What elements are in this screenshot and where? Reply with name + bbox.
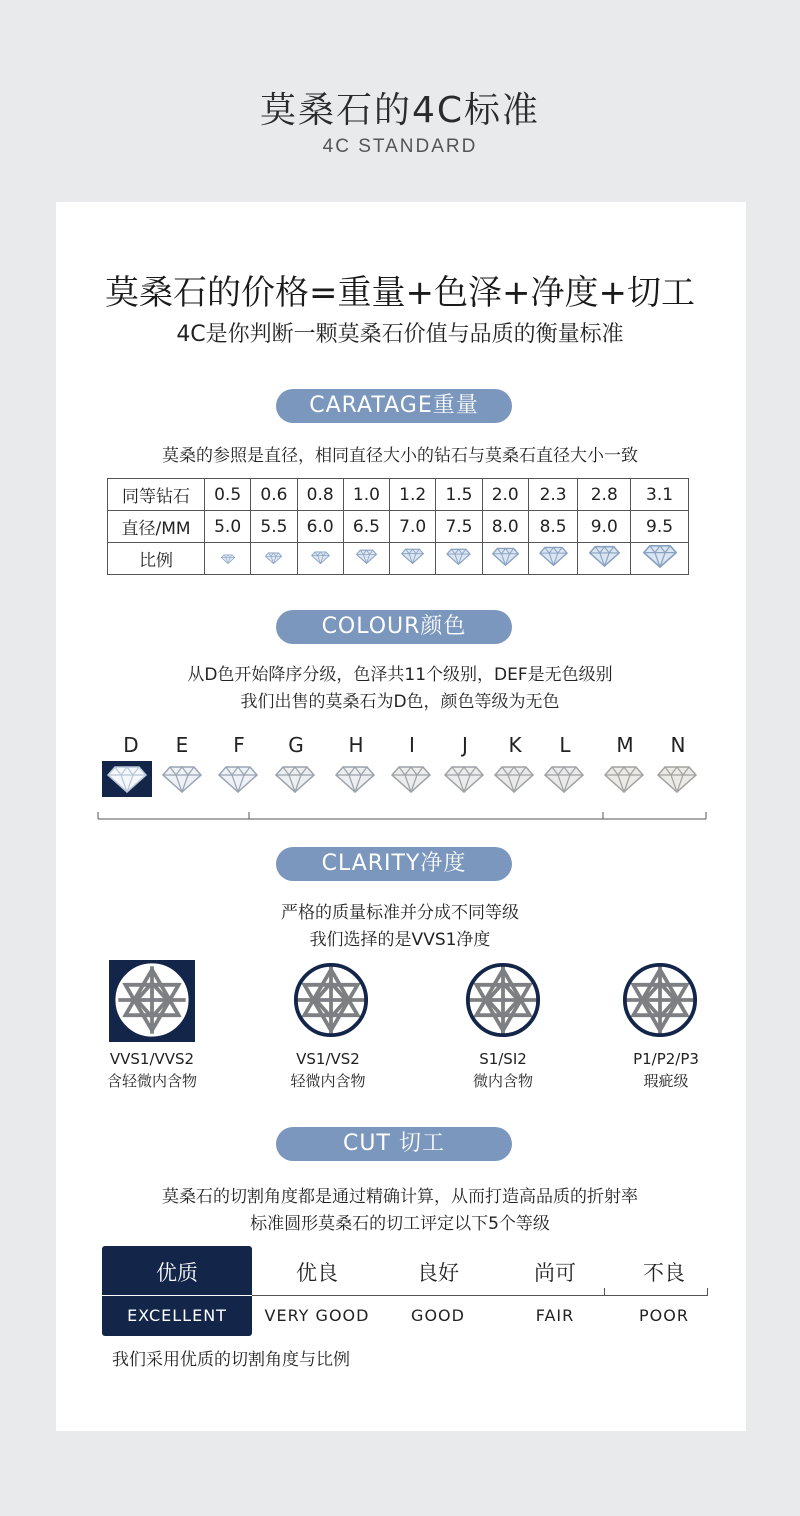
colour-grade-i: I	[409, 733, 415, 757]
cut-description-2: 标准圆形莫桑石的切工评定以下5个等级	[250, 1214, 550, 1234]
table-cell: 6.5	[343, 511, 389, 543]
colour-pill: COLOUR颜色	[276, 610, 512, 644]
colour-grade-h: H	[348, 733, 364, 757]
colour-grade-e: E	[175, 733, 189, 757]
price-formula: 莫桑石的价格=重量+色泽+净度+切工	[105, 273, 695, 313]
clarity-code: P1/P2/P3	[633, 1050, 699, 1068]
clarity-vs-icon	[293, 962, 369, 1038]
diamond-icon	[539, 546, 568, 566]
colour-description-2: 我们出售的莫桑石为D色，颜色等级为无色	[240, 692, 560, 712]
cut-pill: CUT 切工	[276, 1127, 512, 1161]
cut-grade-fair-cn: 尚可	[534, 1261, 576, 1285]
divider	[252, 1295, 708, 1296]
diamond-icon	[589, 545, 620, 567]
table-cell: 5.5	[251, 511, 297, 543]
colour-grade-m: M	[616, 733, 634, 757]
diamond-icon	[656, 765, 698, 793]
table-cell: 2.0	[482, 479, 528, 511]
table-cell: 8.0	[482, 511, 528, 543]
table-cell: 1.5	[436, 479, 482, 511]
cut-grade-good-en: GOOD	[411, 1306, 465, 1325]
diamond-icon	[334, 765, 376, 793]
carat-table	[107, 478, 689, 575]
diamond-icon	[401, 548, 424, 564]
cut-grade-very-good-en: VERY GOOD	[264, 1306, 370, 1325]
diamond-icon	[390, 765, 432, 793]
colour-grade-d: D	[123, 733, 139, 757]
diamond-icon	[443, 765, 485, 793]
diamond-icon	[274, 765, 316, 793]
divider	[604, 1288, 605, 1296]
clarity-code: S1/SI2	[479, 1050, 527, 1068]
scale-cell	[390, 543, 436, 575]
scale-cell	[205, 543, 251, 575]
colour-grade-n: N	[670, 733, 686, 757]
clarity-description-2: 我们选择的是VVS1净度	[309, 930, 491, 950]
cut-grade-excellent-en: EXCELLENT	[127, 1306, 227, 1325]
clarity-label: 微内含物	[472, 1072, 533, 1090]
diamond-icon	[356, 549, 377, 564]
clarity-p-icon	[622, 962, 698, 1038]
diamond-icon	[217, 765, 259, 793]
scale-cell	[343, 543, 389, 575]
table-row	[108, 543, 689, 575]
cut-grade-good-cn: 良好	[417, 1261, 459, 1285]
scale-cell	[578, 543, 631, 575]
colour-grade-l: L	[559, 733, 571, 757]
table-cell: 1.0	[343, 479, 389, 511]
intro-subtitle: 4C是你判断一颗莫桑石价值与品质的衡量标准	[176, 322, 624, 347]
page-subtitle: 4C STANDARD	[322, 136, 478, 157]
table-row	[108, 511, 689, 543]
diamond-icon	[106, 765, 148, 793]
table-cell: 7.0	[390, 511, 436, 543]
row-label: 比例	[108, 543, 205, 575]
colour-grade-k: K	[508, 733, 522, 757]
table-cell: 3.1	[631, 479, 689, 511]
cut-description-1: 莫桑石的切割角度都是通过精确计算，从而打造高品质的折射率	[162, 1187, 638, 1207]
table-cell: 6.0	[297, 511, 343, 543]
clarity-item-si	[423, 1048, 583, 1092]
cut-footer-note: 我们采用优质的切割角度与比例	[112, 1350, 350, 1370]
diamond-icon	[446, 548, 471, 565]
cut-grade-fair-en: FAIR	[535, 1306, 575, 1325]
clarity-label: 含轻微内含物	[106, 1072, 197, 1090]
table-cell: 0.5	[205, 479, 251, 511]
colour-description-1: 从D色开始降序分级，色泽共11个级别，DEF是无色级别	[187, 665, 613, 685]
diamond-icon	[493, 765, 535, 793]
row-label: 直径/MM	[108, 511, 205, 543]
carat-pill: CARATAGE重量	[276, 389, 512, 423]
cut-grade-excellent-cn: 优质	[156, 1261, 198, 1285]
scale-cell	[251, 543, 297, 575]
table-cell: 1.2	[390, 479, 436, 511]
clarity-item-vvs	[72, 1048, 232, 1092]
grade-bracket	[96, 810, 708, 822]
table-cell: 7.5	[436, 511, 482, 543]
colour-grade-g: G	[288, 733, 304, 757]
table-cell: 9.0	[578, 511, 631, 543]
clarity-code: VVS1/VVS2	[109, 1050, 195, 1068]
table-row	[108, 479, 689, 511]
clarity-item-p	[586, 1048, 746, 1092]
table-cell: 0.6	[251, 479, 297, 511]
page-title: 莫桑石的4C标准	[259, 90, 541, 131]
table-cell: 0.8	[297, 479, 343, 511]
colour-grade-j: J	[462, 733, 468, 757]
row-label: 同等钻石	[108, 479, 205, 511]
cut-grade-very-good-cn: 优良	[296, 1261, 338, 1285]
clarity-description-1: 严格的质量标准并分成不同等级	[281, 903, 519, 923]
table-cell: 2.8	[578, 479, 631, 511]
table-cell: 8.5	[528, 511, 578, 543]
table-cell: 9.5	[631, 511, 689, 543]
scale-cell	[631, 543, 689, 575]
scale-cell	[482, 543, 528, 575]
divider	[102, 1295, 252, 1296]
diamond-icon	[221, 554, 235, 564]
scale-cell	[436, 543, 482, 575]
clarity-item-vs	[248, 1048, 408, 1092]
diamond-icon	[311, 551, 330, 564]
clarity-label: 轻微内含物	[290, 1072, 366, 1090]
clarity-label: 瑕疵级	[643, 1072, 689, 1090]
clarity-pill: CLARITY净度	[276, 847, 512, 881]
colour-grade-f: F	[233, 733, 245, 757]
diamond-icon	[265, 552, 282, 564]
cut-grade-poor-cn: 不良	[643, 1261, 685, 1285]
carat-description: 莫桑的参照是直径，相同直径大小的钻石与莫桑石直径大小一致	[162, 446, 638, 466]
scale-cell	[528, 543, 578, 575]
diamond-icon	[492, 547, 519, 566]
clarity-si-icon	[465, 962, 541, 1038]
diamond-icon	[161, 765, 203, 793]
clarity-code: VS1/VS2	[296, 1050, 360, 1068]
clarity-vvs-icon	[114, 962, 190, 1038]
table-cell: 2.3	[528, 479, 578, 511]
diamond-icon	[603, 765, 645, 793]
diamond-icon	[643, 544, 677, 568]
scale-cell	[297, 543, 343, 575]
table-cell: 5.0	[205, 511, 251, 543]
cut-grade-poor-en: POOR	[639, 1306, 689, 1325]
divider	[707, 1288, 708, 1296]
diamond-icon	[543, 765, 585, 793]
